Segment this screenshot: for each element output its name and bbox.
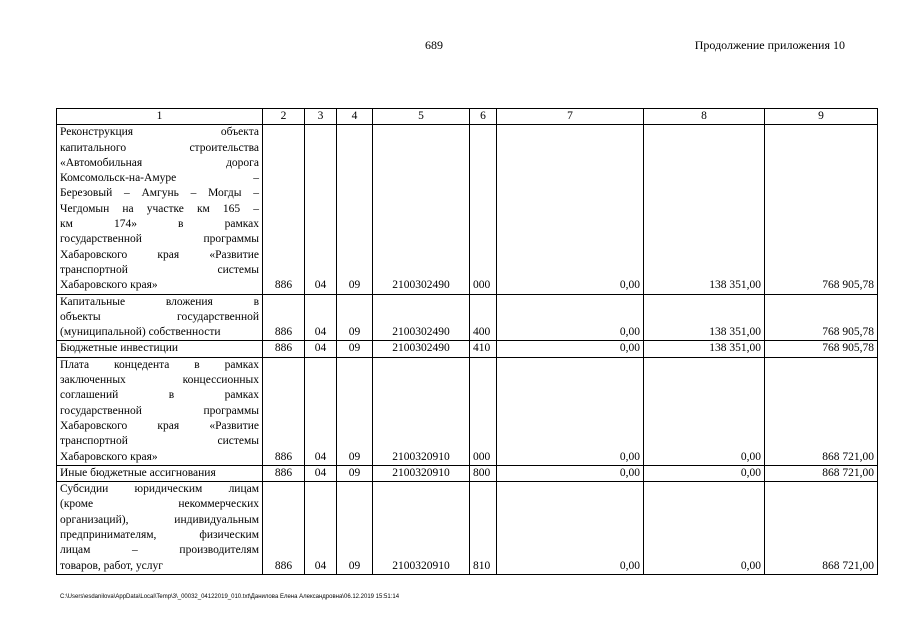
code-gr: 886: [263, 465, 305, 481]
code-pr: 09: [337, 341, 373, 357]
amount-9: 868 721,00: [765, 357, 878, 465]
appendix-continuation-note: Продолжение приложения 10: [694, 38, 845, 52]
row-description: [57, 482, 263, 575]
table-row: [57, 482, 878, 575]
amount-7: 0,00: [497, 465, 644, 481]
amount-8: 138 351,00: [644, 125, 765, 294]
description-line: (муниципальной) собственности: [60, 326, 221, 339]
column-header: 5: [373, 109, 470, 125]
description-line: Плата концедента в рамках: [60, 358, 259, 371]
code-rz: 04: [305, 341, 337, 357]
code-csr: 2100302490: [373, 125, 470, 294]
code-vr: 810: [470, 482, 497, 575]
amount-8: 0,00: [644, 482, 765, 575]
file-path-footer: C:\Users\esdanilova\AppData\Local\Temp\3\_00032_04122019_010.txt\Даниловa Елена Александровна\06.12.2019 15:51:14: [60, 594, 400, 600]
description-line: Бюджетные инвестиции: [60, 342, 179, 355]
table-row: [57, 341, 878, 357]
description-line: Хабаровского края «Развитие: [60, 419, 259, 432]
description-line: Капитальные вложения в: [60, 295, 259, 308]
column-header: 9: [765, 109, 878, 125]
description-line: капитального строительства: [60, 141, 259, 154]
code-vr: 400: [470, 294, 497, 341]
code-rz: 04: [305, 465, 337, 481]
description-line: Хабаровского края «Развитие: [60, 248, 259, 261]
amount-8: 0,00: [644, 357, 765, 465]
row-description: [57, 357, 263, 465]
description-line: (кроме некоммерческих: [60, 498, 259, 511]
description-line: государственной программы: [60, 233, 259, 246]
table-row: [57, 125, 878, 294]
amount-9: 868 721,00: [765, 465, 878, 481]
table-row: [57, 357, 878, 465]
row-description: [57, 125, 263, 294]
amount-9: 768 905,78: [765, 294, 878, 341]
row-description: [57, 341, 263, 357]
amount-7: 0,00: [497, 294, 644, 341]
code-gr: 886: [263, 482, 305, 575]
row-description: [57, 294, 263, 341]
code-pr: 09: [337, 357, 373, 465]
description-line: транспортной системы: [60, 263, 259, 276]
amount-7: 0,00: [497, 357, 644, 465]
amount-8: 138 351,00: [644, 294, 765, 341]
amount-8: 0,00: [644, 465, 765, 481]
description-line: «Автомобильная дорога: [60, 156, 259, 169]
budget-table: [56, 108, 878, 575]
description-line: Чегдомын на участке км 165 –: [60, 202, 259, 215]
column-header: 7: [497, 109, 644, 125]
code-pr: 09: [337, 482, 373, 575]
page-number: 689: [425, 38, 443, 52]
amount-8: 138 351,00: [644, 341, 765, 357]
amount-7: 0,00: [497, 482, 644, 575]
description-line: государственной программы: [60, 404, 259, 417]
table-row: [57, 294, 878, 341]
description-line: предпринимателям, физическим: [60, 529, 259, 542]
code-vr: 000: [470, 357, 497, 465]
description-line: транспортной системы: [60, 435, 259, 448]
code-vr: 800: [470, 465, 497, 481]
code-csr: 2100320910: [373, 482, 470, 575]
column-header: 2: [263, 109, 305, 125]
code-gr: 886: [263, 357, 305, 465]
code-pr: 09: [337, 465, 373, 481]
description-line: Комсомольск-на-Амуре –: [60, 172, 259, 185]
column-header: 8: [644, 109, 765, 125]
code-vr: 410: [470, 341, 497, 357]
amount-9: 768 905,78: [765, 125, 878, 294]
code-rz: 04: [305, 482, 337, 575]
description-line: Иные бюджетные ассигнования: [60, 466, 216, 479]
code-rz: 04: [305, 357, 337, 465]
amount-7: 0,00: [497, 125, 644, 294]
description-line: организаций), индивидуальным: [60, 513, 259, 526]
description-line: Хабаровского края»: [60, 450, 158, 463]
table-header-row: [57, 109, 878, 125]
column-header: 3: [305, 109, 337, 125]
table-row: [57, 465, 878, 481]
description-line: км 174» в рамках: [60, 218, 259, 231]
amount-7: 0,00: [497, 341, 644, 357]
description-line: Березовый – Амгунь – Могды –: [60, 187, 259, 200]
code-gr: 886: [263, 341, 305, 357]
row-description: [57, 465, 263, 481]
description-line: Хабаровского края»: [60, 279, 158, 292]
code-csr: 2100320910: [373, 465, 470, 481]
column-header: 6: [470, 109, 497, 125]
description-line: заключенных концессионных: [60, 374, 259, 387]
column-header: 4: [337, 109, 373, 125]
amount-9: 768 905,78: [765, 341, 878, 357]
description-line: лицам – производителям: [60, 544, 259, 557]
description-line: товаров, работ, услуг: [60, 559, 163, 572]
code-vr: 000: [470, 125, 497, 294]
description-line: соглашений в рамках: [60, 389, 259, 402]
amount-9: 868 721,00: [765, 482, 878, 575]
code-pr: 09: [337, 125, 373, 294]
code-rz: 04: [305, 294, 337, 341]
code-csr: 2100302490: [373, 341, 470, 357]
description-line: Реконструкция объекта: [60, 126, 259, 139]
code-gr: 886: [263, 125, 305, 294]
code-rz: 04: [305, 125, 337, 294]
description-line: объекты государственной: [60, 310, 259, 323]
code-pr: 09: [337, 294, 373, 341]
code-csr: 2100320910: [373, 357, 470, 465]
code-gr: 886: [263, 294, 305, 341]
description-line: Субсидии юридическим лицам: [60, 483, 259, 496]
code-csr: 2100302490: [373, 294, 470, 341]
column-header: 1: [57, 109, 263, 125]
